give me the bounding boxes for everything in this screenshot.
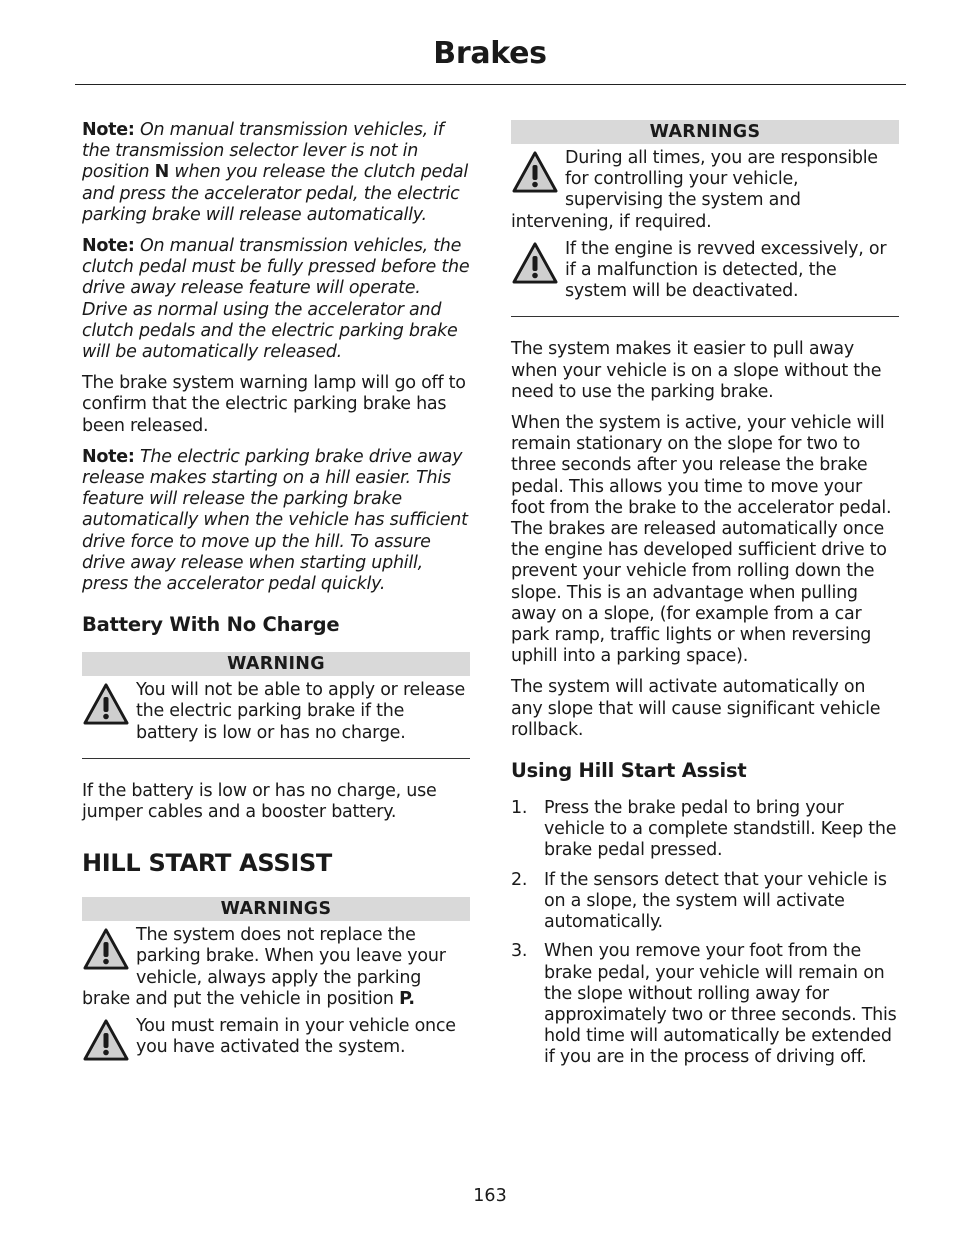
list-item: [511, 941, 899, 1068]
heading-battery-no-charge: Battery With No Charge: [82, 613, 340, 637]
list-item: [511, 870, 899, 934]
warning-item: [511, 239, 899, 303]
page-number: 163: [473, 1186, 507, 1206]
heading-hill-start-assist: HILL START ASSIST: [82, 849, 333, 878]
note-label: Note:: [82, 446, 135, 467]
hill-start-warnings-box: [82, 897, 470, 1076]
warning-header: WARNINGS: [511, 120, 899, 144]
warning-triangle-icon: [82, 1018, 130, 1062]
step-number: 2.: [511, 869, 528, 890]
paragraph-pull-away: The system makes it easier to pull away when your vehicle is on a slope without the need to use the parking brake.: [511, 339, 882, 402]
page-title: Brakes: [433, 36, 547, 71]
list-item: [511, 798, 899, 862]
warning-item: [82, 680, 470, 744]
battery-warning-box: [82, 652, 470, 759]
paragraph-warning-lamp: The brake system warning lamp will go off to confirm that the electric parking brake has been released.: [82, 373, 466, 436]
note-text: On manual transmission vehicles, the clutch pedal must be fully pressed before the drive away release feature will operate. Drive as normal using the accelerator and clutch pedals and the electric parking brake will be automatically released.: [82, 236, 470, 363]
note-text: On manual transmission vehicles, if the transmission selector lever is not in position: [82, 120, 444, 183]
warning-triangle-icon: [82, 682, 130, 726]
note-text: when you release the clutch pedal and press the accelerator pedal, the electric parking brake will release automatically.: [82, 162, 469, 225]
warning-triangle-icon: [511, 241, 559, 285]
paragraph-jumper-cables: If the battery is low or has no charge, use jumper cables and a booster battery.: [82, 780, 437, 823]
warning-item: [82, 1016, 470, 1062]
steps-list: [511, 798, 899, 1068]
warning-text: During all times, you are responsible for controlling your vehicle, supervising the system and intervening, if required.: [511, 148, 878, 232]
gear-position: P.: [399, 988, 415, 1009]
gear-position: N: [154, 162, 170, 183]
warning-triangle-icon: [511, 150, 559, 194]
warning-item: [511, 148, 899, 233]
paragraph-system-active: When the system is active, your vehicle will remain stationary on the slope for two to three seconds after you release the brake pedal. This allows you time to move your foot from the brake to the accelerator pedal. The brakes are released automatically once the engine has developed sufficient drive to prevent your vehicle from rolling down the slope. This is an advantage when pulling away on a slope, (for example from a car park ramp, traffic lights or when reversing uphill into a parking space).: [511, 413, 892, 667]
note-transmission-selector: [82, 120, 470, 226]
step-number: 3.: [511, 941, 528, 962]
heading-using-hill-start-assist: Using Hill Start Assist: [511, 759, 747, 783]
warning-item: [82, 925, 470, 1010]
warning-text: You must remain in your vehicle once you have activated the system.: [136, 1016, 456, 1058]
step-text: When you remove your foot from the brake pedal, your vehicle will remain on the slope without rolling away for approximately two or three seconds. This hold time will automatically be extended if you are in the process of driving off.: [544, 941, 897, 1068]
note-text: The electric parking brake drive away release makes starting on a hill easier. This feature will release the parking brake automatically when the vehicle has sufficient drive force to move up the hill. To assure drive away release when starting uphill, press the accelerator pedal quickly.: [82, 446, 468, 595]
title-divider: [75, 84, 906, 85]
note-drive-away-release: [82, 447, 470, 595]
warning-triangle-icon: [82, 927, 130, 971]
hill-start-responsibility-warnings-box: [511, 120, 899, 317]
note-label: Note:: [82, 236, 135, 257]
note-clutch-pedal: [82, 236, 470, 363]
right-column: [511, 120, 899, 1077]
step-text: If the sensors detect that your vehicle is on a slope, the system will activate automatically.: [544, 869, 887, 933]
note-label: Note:: [82, 120, 135, 140]
warning-text: If the engine is revved excessively, or if a malfunction is detected, the system will be deactivated.: [565, 238, 887, 302]
step-text: Press the brake pedal to bring your vehicle to a complete standstill. Keep the brake pedal pressed.: [544, 798, 897, 861]
left-column: [82, 120, 470, 1098]
warning-header: WARNING: [82, 652, 470, 676]
step-number: 1.: [511, 798, 528, 819]
warning-text: The system does not replace the parking brake. When you leave your vehicle, always apply the parking brake and put the vehicle in position: [82, 925, 446, 1009]
paragraph-auto-activate: The system will activate automatically on any slope that will cause significant vehicle rollback.: [511, 677, 881, 740]
warning-text: You will not be able to apply or release the electric parking brake if the battery is low or has no charge.: [136, 680, 466, 743]
warning-header: WARNINGS: [82, 897, 470, 921]
